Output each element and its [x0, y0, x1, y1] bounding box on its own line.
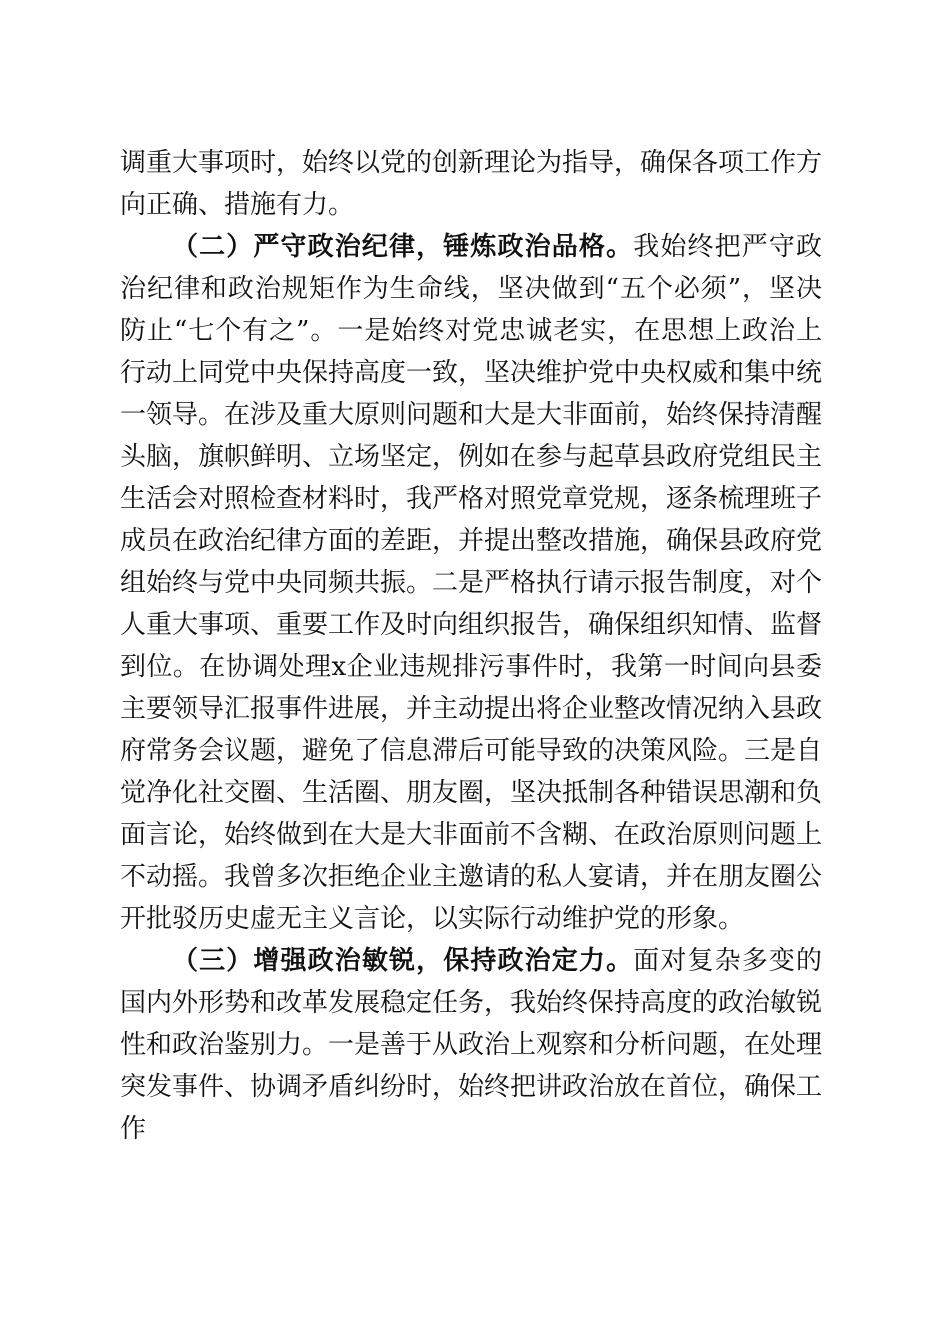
document-body	[120, 142, 822, 1150]
section-2-body: 我始终把严守政治纪律和政治规矩作为生命线，坚决做到“五个必须”，坚决防止“七个有之”。一是始终对党忠诚老实，在思想上政治上行动上同党中央保持高度一致，坚决维护党中央权威和集中统一领导。在涉及重大原则问题和大是大非面前，始终保持清醒头脑，旗帜鲜明、立场坚定，例如在参与起草县政府党组民主生活会对照检查材料时，我严格对照党章党规，逐条梳理班子成员在政治纪律方面的差距，并提出整改措施，确保县政府党组始终与党中央同频共振。二是严格执行请示报告制度，对个人重大事项、重要工作及时向组织报告，确保组织知情、监督到位。在协调处理x企业违规排污事件时，我第一时间向县委主要领导汇报事件进展，并主动提出将企业整改情况纳入县政府常务会议题，避免了信息滞后可能导致的决策风险。三是自觉净化社交圈、生活圈、朋友圈，坚决抵制各种错误思潮和负面言论，始终做到在大是大非面前不含糊、在政治原则问题上不动摇。我曾多次拒绝企业主邀请的私人宴请，并在朋友圈公开批驳历史虚无主义言论，以实际行动维护党的形象。	[120, 232, 823, 934]
paragraph-section-2	[120, 226, 822, 940]
section-3-body: 面对复杂多变的国内外形势和改革发展稳定任务，我始终保持高度的政治敏锐性和政治鉴别力。一是善于从政治上观察和分析问题，在处理突发事件、协调矛盾纠纷时，始终把讲政治放在首位，确保工作	[120, 946, 823, 1144]
paragraph-section-3	[120, 940, 822, 1150]
section-3-heading: （三）增强政治敏锐，保持政治定力。	[172, 946, 634, 976]
paragraph-continuation	[120, 142, 822, 226]
section-2-heading: （二）严守政治纪律，锤炼政治品格。	[172, 232, 634, 262]
paragraph-1-body: 调重大事项时，始终以党的创新理论为指导，确保各项工作方向正确、措施有力。	[120, 148, 823, 220]
